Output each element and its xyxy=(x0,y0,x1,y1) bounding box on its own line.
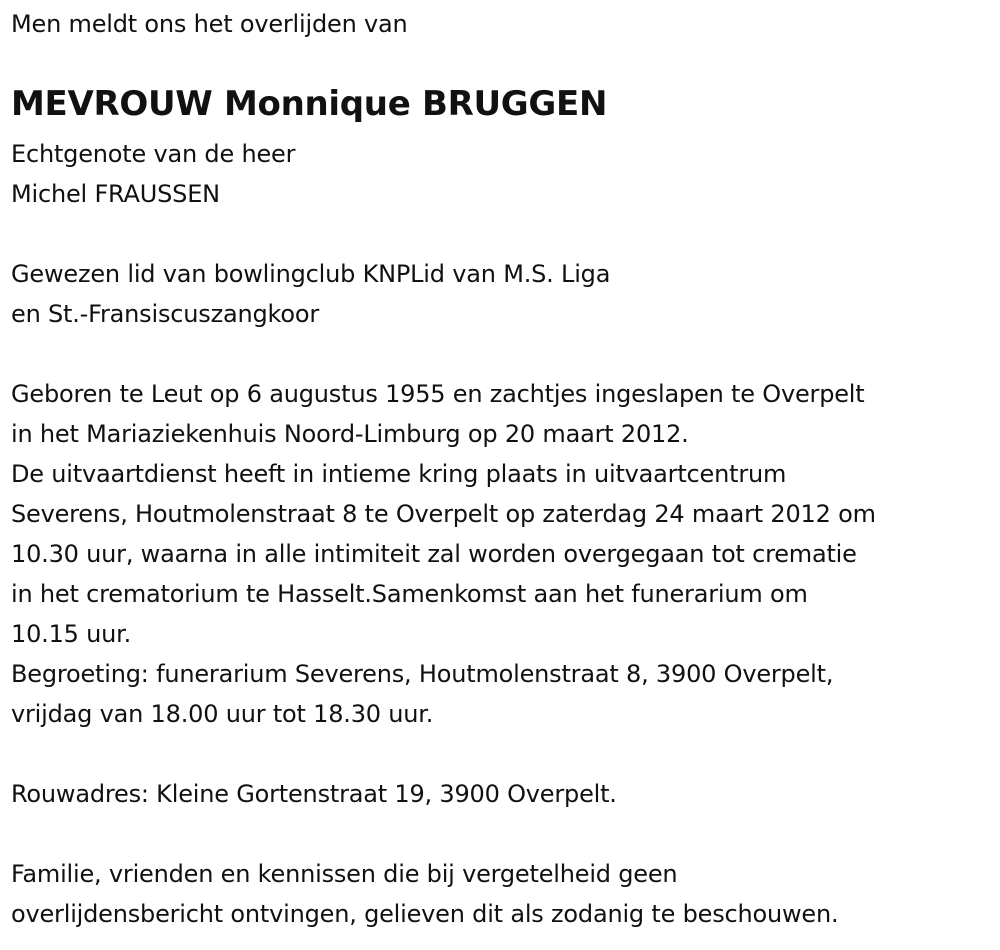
details-line: Geboren te Leut op 6 augustus 1955 en zachtjes ingeslapen te Overpelt xyxy=(11,380,865,408)
membership-line-1: Gewezen lid van bowlingclub KNPLid van M.S. Liga xyxy=(11,260,611,288)
membership-line-2: en St.-Fransiscuszangkoor xyxy=(11,300,319,328)
details-line: 10.15 uur. xyxy=(11,620,132,648)
details-line: in het Mariaziekenhuis Noord-Limburg op 20 maart 2012. xyxy=(11,420,689,448)
closing-line-2: overlijdensbericht ontvingen, gelieven dit als zodanig te beschouwen. xyxy=(11,900,839,928)
details-line: De uitvaartdienst heeft in intieme kring plaats in uitvaartcentrum xyxy=(11,460,787,488)
details-line: Severens, Houtmolenstraat 8 te Overpelt op zaterdag 24 maart 2012 om xyxy=(11,500,876,528)
details-line: Begroeting: funerarium Severens, Houtmolenstraat 8, 3900 Overpelt, xyxy=(11,660,834,688)
intro-text: Men meldt ons het overlijden van xyxy=(11,10,408,38)
details-line: in het crematorium te Hasselt.Samenkomst aan het funerarium om xyxy=(11,580,808,608)
address-block xyxy=(11,774,617,814)
spouse-block xyxy=(11,134,295,214)
deceased-name: MEVROUW Monnique BRUGGEN xyxy=(11,84,608,124)
spouse-line-1: Echtgenote van de heer xyxy=(11,140,296,168)
closing-block xyxy=(11,854,838,934)
mourning-address: Rouwadres: Kleine Gortenstraat 19, 3900 Overpelt. xyxy=(11,780,617,808)
details-line: vrijdag van 18.00 uur tot 18.30 uur. xyxy=(11,700,434,728)
spouse-line-2: Michel FRAUSSEN xyxy=(11,180,220,208)
details-block xyxy=(11,374,876,734)
closing-line-1: Familie, vrienden en kennissen die bij vergetelheid geen xyxy=(11,860,678,888)
details-line: 10.30 uur, waarna in alle intimiteit zal worden overgegaan tot crematie xyxy=(11,540,857,568)
membership-block xyxy=(11,254,610,334)
